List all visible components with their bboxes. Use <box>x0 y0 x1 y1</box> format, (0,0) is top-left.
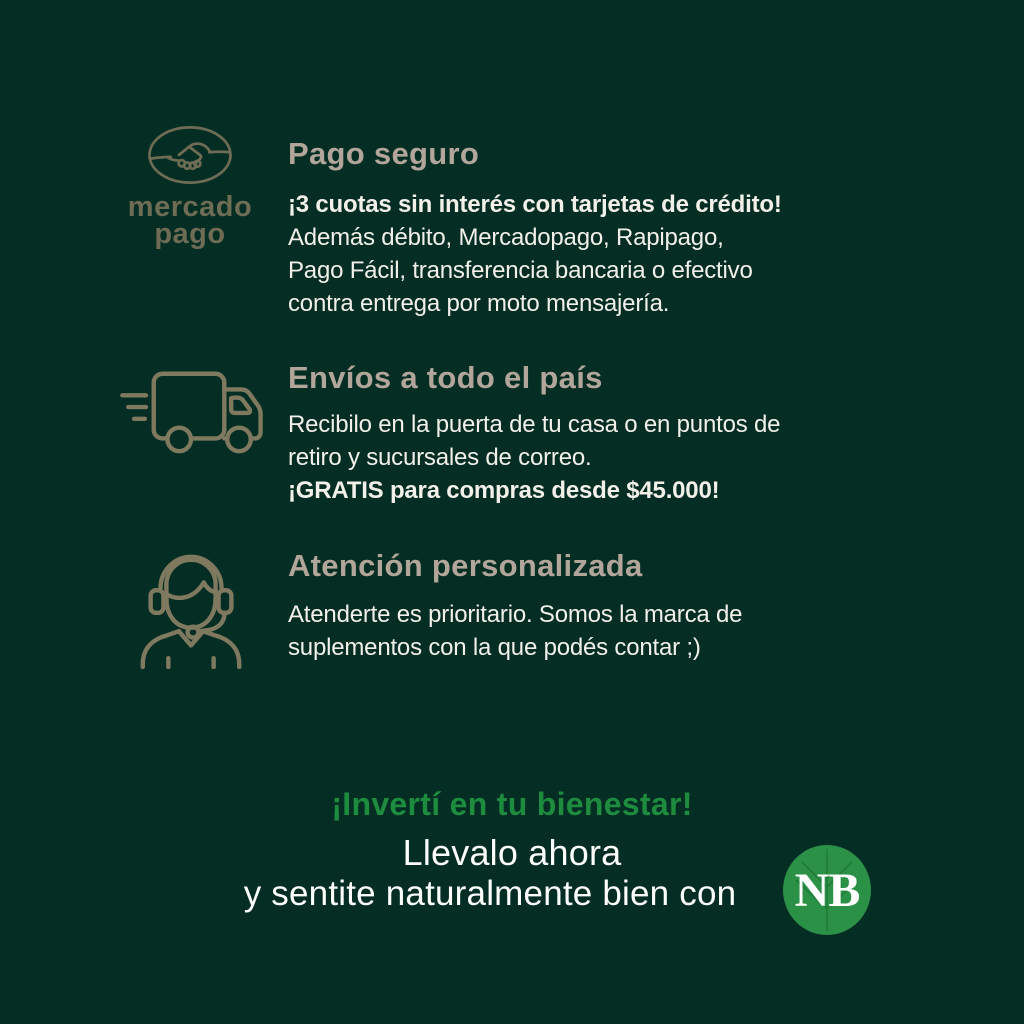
mercadopago-word-mercado: mercado <box>127 191 253 223</box>
body-line: ¡3 cuotas sin interés con tarjetas de crédito! <box>288 191 782 218</box>
footer-headline: ¡Invertí en tu bienestar! <box>331 786 693 822</box>
nb-brand-logo <box>783 845 871 935</box>
body-line: Además débito, Mercadopago, Rapipago, <box>288 224 724 251</box>
delivery-truck-icon <box>116 362 264 465</box>
section-body-pago-seguro <box>288 188 782 320</box>
footer-tagline-line2: y sentite naturalmente bien con <box>243 874 737 913</box>
body-line: contra entrega por moto mensajería. <box>288 290 670 317</box>
body-line: retiro y sucursales de correo. <box>288 444 592 471</box>
headset-agent-icon <box>136 543 246 674</box>
body-line: ¡GRATIS para compras desde $45.000! <box>288 477 720 504</box>
mercadopago-handshake-icon <box>144 122 236 188</box>
nb-initials: NB <box>794 863 860 917</box>
section-body-envios <box>288 408 780 507</box>
section-title-atencion: Atención personalizada <box>288 548 643 583</box>
section-title-envios: Envíos a todo el país <box>288 360 603 395</box>
mercadopago-word-pago: pago <box>154 218 226 250</box>
footer-tagline-line1: Llevalo ahora <box>402 832 622 873</box>
body-line: Atenderte es prioritario. Somos la marca de <box>288 601 743 628</box>
section-body-atencion <box>288 598 742 664</box>
body-line: Pago Fácil, transferencia bancaria o efectivo <box>288 257 753 284</box>
body-line: Recibilo en la puerta de tu casa o en puntos de <box>288 411 781 438</box>
body-line: suplementos con la que podés contar ;) <box>288 634 701 661</box>
section-title-pago-seguro: Pago seguro <box>288 136 480 171</box>
mercadopago-logo <box>115 122 265 248</box>
